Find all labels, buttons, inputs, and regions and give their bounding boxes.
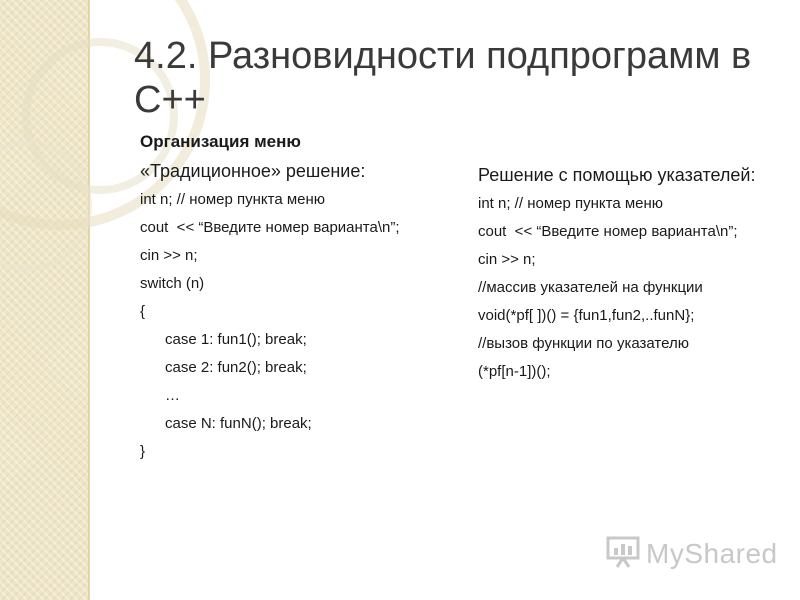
code-line: case 2: fun2(); break; bbox=[165, 359, 307, 376]
code-line: case 1: fun1(); break; bbox=[165, 331, 307, 348]
code-line: //вызов функции по указателю bbox=[478, 335, 689, 352]
code-line: cout << “Введите номер варианта\n”; bbox=[140, 219, 400, 236]
code-line: //массив указателей на функции bbox=[478, 279, 703, 296]
watermark-text: MyShared bbox=[646, 538, 778, 569]
presentation-board-icon bbox=[606, 535, 640, 574]
traditional-solution-column bbox=[140, 128, 400, 466]
section-subheading: Организация меню bbox=[140, 132, 301, 151]
code-line: cout << “Введите номер варианта\n”; bbox=[478, 223, 738, 240]
code-line: int n; // номер пункта меню bbox=[478, 195, 664, 212]
code-line: … bbox=[165, 387, 180, 404]
code-line: switch (n) bbox=[140, 275, 205, 292]
code-line: cin >> n; bbox=[478, 251, 536, 268]
code-line: void(*pf[ ])() = {fun1,fun2,..funN}; bbox=[478, 307, 695, 324]
code-line: cin >> n; bbox=[140, 247, 198, 264]
code-line: case N: funN(); break; bbox=[165, 415, 312, 432]
code-line: int n; // номер пункта меню bbox=[140, 191, 326, 208]
decorative-side-band bbox=[0, 0, 90, 600]
slide-title: 4.2. Разновидности подпрограмм в С++ bbox=[134, 35, 752, 121]
myshared-watermark bbox=[606, 536, 778, 572]
pointer-solution-column bbox=[478, 160, 756, 386]
traditional-intro: «Традиционное» решение: bbox=[140, 161, 366, 181]
code-line: } bbox=[140, 443, 146, 460]
pointer-intro: Решение с помощью указателей: bbox=[478, 165, 756, 185]
code-line: (*pf[n-1])(); bbox=[478, 363, 551, 380]
code-line: { bbox=[140, 303, 146, 320]
